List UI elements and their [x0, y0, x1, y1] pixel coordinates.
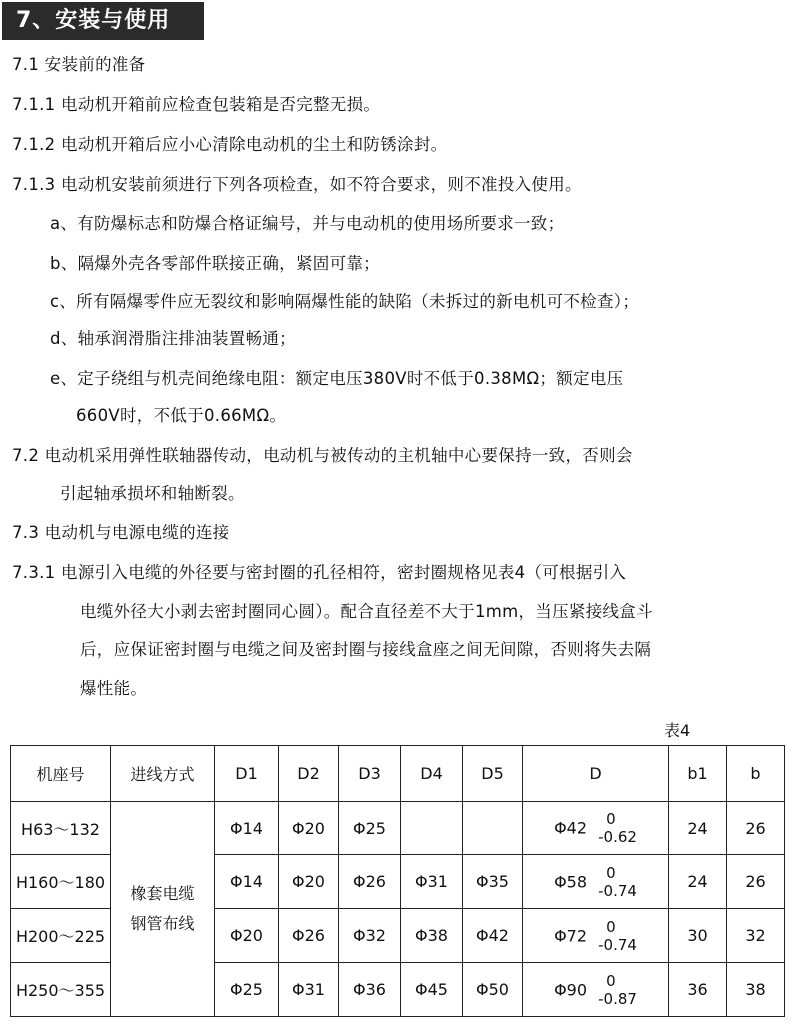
- cell-d4: Φ31: [401, 855, 463, 909]
- paragraph-7-1-3: 7.1.3 电动机安装前须进行下列各项检查，如不符合要求，则不准投入使用。: [12, 175, 582, 194]
- d-value: Φ58: [554, 872, 588, 891]
- paragraph-7-2-continued: 引起轴承损坏和轴断裂。: [60, 484, 245, 503]
- d-value: Φ90: [554, 980, 588, 999]
- d-tolerance: [598, 864, 637, 900]
- cell-d3: Φ36: [339, 963, 401, 1017]
- header-d4: D4: [401, 746, 463, 802]
- header-b: b: [727, 746, 785, 802]
- cell-d: [523, 855, 669, 909]
- header-d1: D1: [215, 746, 279, 802]
- table-header-row: [11, 746, 785, 802]
- cell-d5: [463, 802, 523, 855]
- check-item-e: e、定子绕组与机壳间绝缘电阻：额定电压380V时不低于0.38MΩ；额定电压: [50, 369, 624, 388]
- header-b1: b1: [669, 746, 727, 802]
- cell-d3: Φ26: [339, 855, 401, 909]
- cell-d5: Φ50: [463, 963, 523, 1017]
- cell-b: 26: [727, 855, 785, 909]
- paragraph-7-1-1: 7.1.1 电动机开箱前应检查包装箱是否完整无损。: [12, 95, 381, 114]
- cell-d1: Φ14: [215, 802, 279, 855]
- header-frame: 机座号: [11, 746, 111, 802]
- check-item-e-continued: 660V时，不低于0.66MΩ。: [76, 406, 287, 425]
- cell-frame: H250～355: [11, 963, 111, 1017]
- header-d: D: [523, 746, 669, 802]
- cell-d4: Φ38: [401, 909, 463, 963]
- check-item-b: b、隔爆外壳各零部件联接正确，紧固可靠；: [50, 254, 380, 273]
- d-tolerance: [598, 810, 637, 846]
- cell-d2: Φ31: [279, 963, 339, 1017]
- cell-d1: Φ25: [215, 963, 279, 1017]
- cell-frame: H160～180: [11, 855, 111, 909]
- tolerance-upper: 0: [606, 971, 616, 990]
- cell-d2: Φ26: [279, 909, 339, 963]
- d-value: Φ42: [554, 818, 588, 838]
- tolerance-upper: 0: [606, 917, 616, 936]
- section-title: 7、安装与使用: [2, 2, 204, 40]
- entry-method-line-1: 橡套电缆: [130, 884, 195, 903]
- cell-entry-method: [111, 802, 215, 1017]
- paragraph-7-3-1-line3: 后，应保证密封圈与电缆之间及密封圈与接线盒座之间无间隙，否则将失去隔: [80, 640, 652, 659]
- paragraph-7-2: 7.2 电动机采用弹性联轴器传动，电动机与被传动的主机轴中心要保持一致，否则会: [12, 446, 633, 465]
- cell-d2: Φ20: [279, 802, 339, 855]
- check-item-c: c、所有隔爆零件应无裂纹和影响隔爆性能的缺陷（未拆过的新电机可不检查）；: [50, 292, 640, 311]
- paragraph-7-1-2: 7.1.2 电动机开箱后应小心清除电动机的尘土和防锈涂封。: [12, 135, 448, 154]
- cell-b1: 24: [669, 855, 727, 909]
- tolerance-lower: -0.62: [598, 828, 637, 846]
- cell-b: 38: [727, 963, 785, 1017]
- cell-d: [523, 909, 669, 963]
- entry-method-line-2: 钢管布线: [130, 914, 195, 933]
- tolerance-lower: -0.74: [598, 881, 637, 900]
- cell-d4: [401, 802, 463, 855]
- paragraph-7-3-1-line2: 电缆外径大小剥去密封圈同心圆）。配合直径差不大于1mm，当压紧接线盒斗: [80, 602, 653, 621]
- cell-b1: 30: [669, 909, 727, 963]
- tolerance-upper: 0: [606, 810, 616, 828]
- cell-d5: Φ42: [463, 909, 523, 963]
- header-entry-method: 进线方式: [111, 746, 215, 802]
- cell-d: [523, 802, 669, 855]
- cell-d3: Φ25: [339, 802, 401, 855]
- tolerance-lower: -0.87: [598, 989, 637, 1008]
- heading-7-1: 7.1 安装前的准备: [12, 55, 146, 74]
- d-tolerance: [598, 918, 637, 954]
- cell-frame: H63～132: [11, 802, 111, 855]
- header-d2: D2: [279, 746, 339, 802]
- cell-d1: Φ20: [215, 909, 279, 963]
- paragraph-7-3-1-line4: 爆性能。: [80, 679, 148, 698]
- cell-frame: H200～225: [11, 909, 111, 963]
- cell-d: [523, 963, 669, 1017]
- cell-b: 32: [727, 909, 785, 963]
- tolerance-lower: -0.74: [598, 935, 637, 954]
- table-caption: 表4: [664, 721, 691, 740]
- check-item-d: d、轴承润滑脂注排油装置畅通；: [50, 329, 296, 348]
- cell-d3: Φ32: [339, 909, 401, 963]
- cell-d2: Φ20: [279, 855, 339, 909]
- check-item-a: a、有防爆标志和防爆合格证编号，并与电动机的使用场所要求一致；: [50, 214, 565, 233]
- cell-b1: 36: [669, 963, 727, 1017]
- cell-b1: 24: [669, 802, 727, 855]
- paragraph-7-3-1: 7.3.1 电源引入电缆的外径要与密封圈的孔径相符，密封圈规格见表4（可根据引入: [12, 563, 627, 582]
- table-row: [11, 802, 785, 855]
- header-d3: D3: [339, 746, 401, 802]
- cell-d4: Φ45: [401, 963, 463, 1017]
- heading-7-3: 7.3 电动机与电源电缆的连接: [12, 523, 230, 542]
- cell-d1: Φ14: [215, 855, 279, 909]
- tolerance-upper: 0: [606, 863, 616, 882]
- seal-ring-spec-table: [10, 745, 785, 1017]
- cell-d5: Φ35: [463, 855, 523, 909]
- d-value: Φ72: [554, 926, 588, 945]
- header-d5: D5: [463, 746, 523, 802]
- cell-b: 26: [727, 802, 785, 855]
- d-tolerance: [598, 972, 637, 1008]
